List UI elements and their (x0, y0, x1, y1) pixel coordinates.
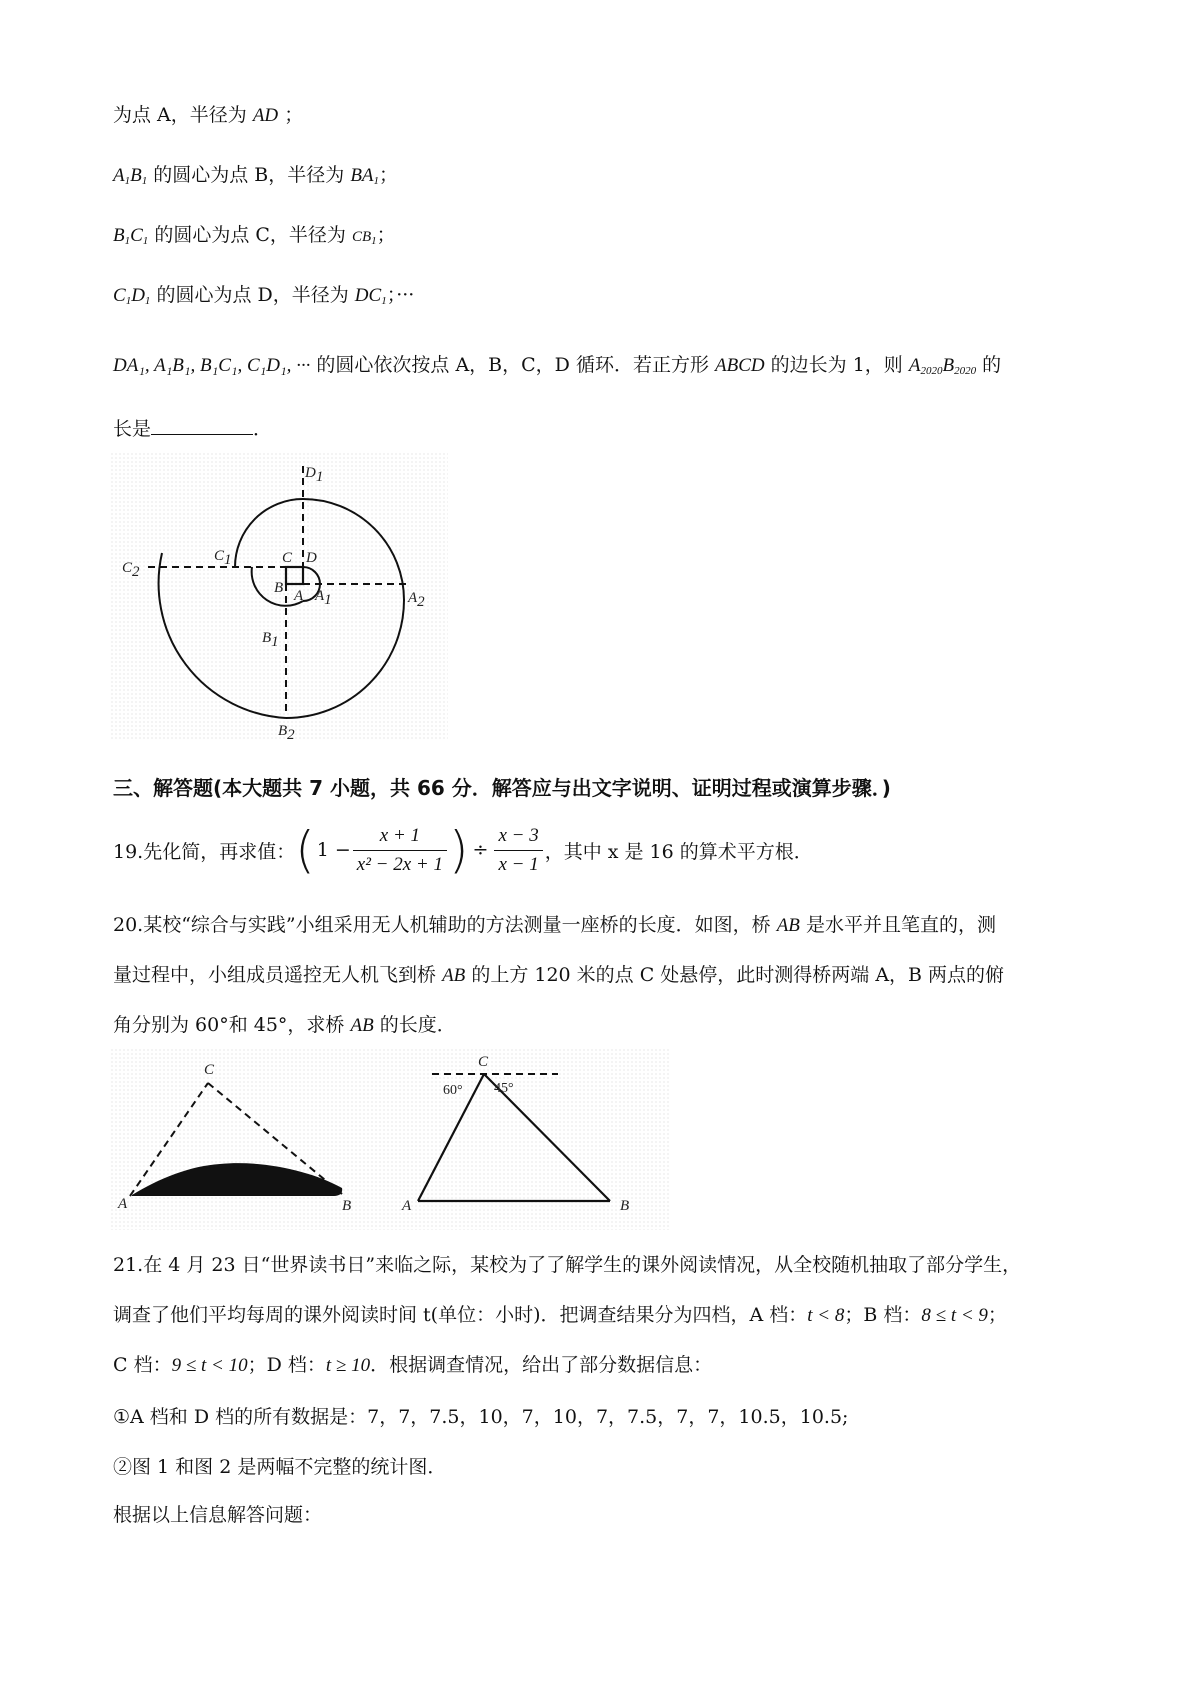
label-a: A (294, 588, 304, 604)
text: ；··· (386, 284, 415, 306)
answer-blank (151, 420, 253, 435)
line-arc-b1c1 (113, 220, 396, 247)
label-left-a: A (118, 1196, 128, 1212)
text: 19.先化简，再求值： (113, 840, 296, 863)
bridge-diagram (110, 1048, 670, 1230)
divide-sign: ÷ (472, 839, 489, 861)
label-b: B (274, 580, 284, 596)
arc-b1c1: $B_1C_1$ (113, 225, 149, 247)
label-right-c: C (478, 1054, 489, 1070)
text: ； (284, 104, 304, 126)
text: 的圆心为点 C，半径为 (154, 224, 346, 246)
text: 长是 (113, 418, 152, 440)
section-heading: 三、解答题(本大题共 7 小题，共 66 分．解答应与出文字说明、证明过程或演算步骤．) (113, 776, 891, 800)
q20-line-3: 角分别为 60°和 45°，求桥 AB 的长度． (113, 1014, 456, 1036)
q21-item-2: ②图 1 和图 2 是两幅不完整的统计图． (113, 1456, 447, 1478)
var-ab: AB (350, 1015, 374, 1036)
line-center-a (113, 100, 303, 127)
paren-left: ( (295, 821, 315, 879)
paren-right: ) (449, 821, 469, 879)
line-arc-c1d1 (113, 280, 414, 307)
line-arc-a1b1 (113, 160, 398, 187)
label-angle-60: 60° (443, 1083, 463, 1098)
square-abcd-shape (286, 567, 303, 584)
line-arc-sequence (113, 350, 1001, 377)
label-a2: A2 (408, 590, 425, 610)
text: ． (253, 418, 273, 440)
text: ； (376, 224, 396, 246)
q21-line-3: C 档：9 ≤ t < 10；D 档：t ≥ 10．根据调查情况，给出了部分数据信息： (113, 1354, 713, 1376)
var-ad: AD (252, 105, 279, 126)
label-left-b: B (342, 1198, 352, 1214)
square-abcd: ABCD (715, 355, 765, 376)
text: 的圆心为点 D，半径为 (156, 284, 349, 306)
bridge-figures (110, 1048, 670, 1230)
label-right-b: B (620, 1198, 630, 1214)
var-cb1: $CB_1$ (351, 229, 377, 247)
q21-closing: 根据以上信息解答问题： (113, 1504, 323, 1526)
text: 的圆心为点 B，半径为 (153, 164, 345, 186)
q21-line-2: 调查了他们平均每周的课外阅读时间 t(单位：小时)．把调查结果分为四档，A 档：t < 8；B 档：8 ≤ t < 9； (113, 1304, 1007, 1326)
label-c2: C2 (122, 560, 140, 580)
inequality-c: 9 ≤ t < 10 (171, 1355, 248, 1376)
inequality-b: 8 ≤ t < 9 (921, 1305, 988, 1326)
q20-line-2: 量过程中，小组成员遥控无人机飞到桥 AB 的上方 120 米的点 C 处悬停，此时测得桥两端 A，B 两点的俯 (113, 964, 1005, 986)
arc-d1a2 (286, 600, 404, 718)
spiral-diagram (110, 452, 448, 740)
spiral-figure (110, 452, 448, 740)
label-d: D (306, 550, 317, 566)
question-19 (113, 818, 813, 882)
text: ，其中 x 是 16 的算术平方根． (544, 840, 813, 863)
inequality-a: t < 8 (807, 1305, 845, 1326)
text: 的圆心依次按点 A，B，C，D 循环．若正方形 (316, 354, 709, 376)
label-right-a: A (402, 1198, 412, 1214)
q20-line-1: 20.某校“综合与实践”小组采用无人机辅助的方法测量一座桥的长度．如图，桥 AB 是水平并且笔直的，测 (113, 914, 996, 936)
arc-a1b1: $A_1B_1$ (113, 165, 148, 187)
var-ab: AB (442, 965, 466, 986)
arc-c1d1: $C_1D_1$ (113, 285, 151, 307)
fraction-2: $\frac{x - 3}{x - 1}$ (494, 825, 542, 876)
text: 为点 A，半径为 (113, 104, 247, 126)
text: 的边长为 1，则 (770, 354, 903, 376)
arc-a2020b2020: $A_{2020}B_{2020}$ (908, 355, 977, 377)
arc-b1c1-shape (235, 499, 303, 567)
label-angle-45: 45° (494, 1081, 514, 1096)
fraction-1: $\frac{x + 1}{\text{x² − 2x + 1}}$ (353, 825, 447, 876)
label-c: C (282, 550, 293, 566)
label-b1: B1 (262, 630, 279, 650)
line-answer-blank (113, 414, 272, 441)
q21-line-1: 21.在 4 月 23 日“世界读书日”来临之际，某校为了了解学生的课外阅读情况，从全校随机抽取了部分学生， (113, 1254, 1022, 1276)
inequality-d: t ≥ 10 (325, 1355, 371, 1376)
text: 的 (982, 354, 1002, 376)
q21-item-1: ①A 档和 D 档的所有数据是：7，7，7.5，10，7，10，7，7.5，7，7，10.5，10.5; (113, 1406, 849, 1428)
arc-sequence: DA₁, A₁B₁, B₁C₁, C₁D₁, ··· (113, 355, 311, 376)
var-ab: AB (776, 915, 800, 936)
label-c1: C1 (214, 548, 232, 568)
label-a1: A1 (315, 588, 332, 608)
text: 1 − (316, 839, 351, 861)
text: ； (379, 164, 399, 186)
label-b2: B2 (278, 723, 295, 740)
var-ba1: $BA_1$ (350, 165, 380, 187)
label-d1: D1 (305, 465, 324, 485)
var-dc1: $DC_1$ (354, 285, 387, 307)
label-left-c: C (204, 1062, 215, 1078)
